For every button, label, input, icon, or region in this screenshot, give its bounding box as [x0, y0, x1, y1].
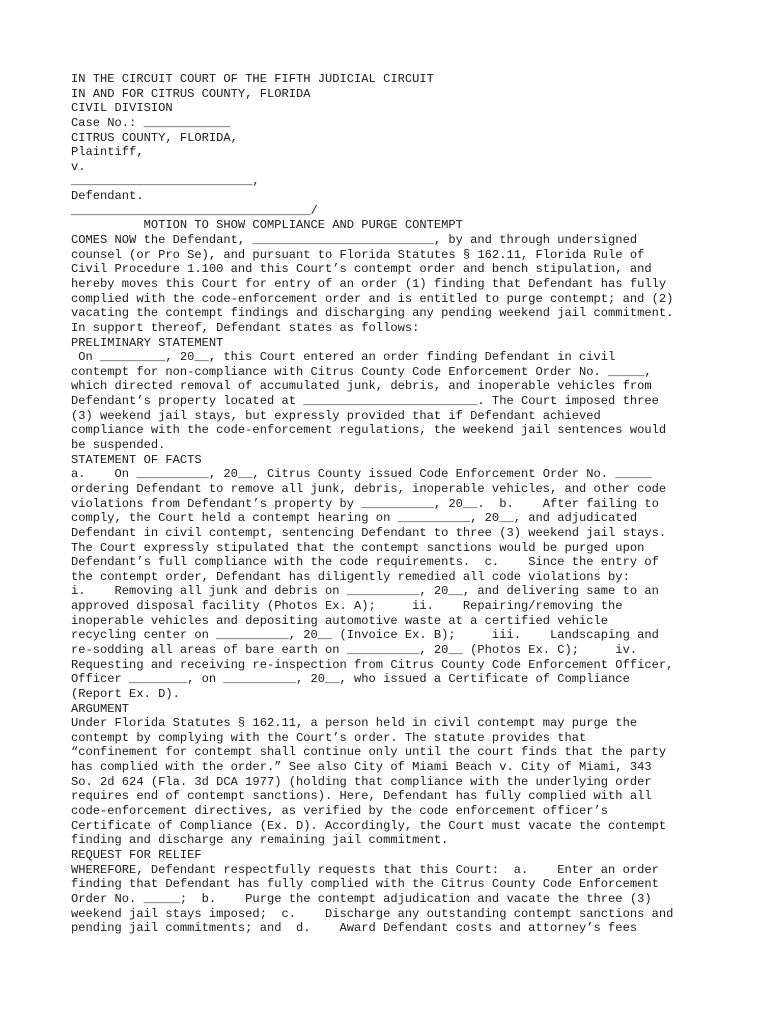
body-line: “confinement for contempt shall continue only until the court finds that the party [71, 745, 667, 760]
plaintiff-label: Plaintiff, [71, 145, 144, 160]
body-line: counsel (or Pro Se), and pursuant to Florida Statutes § 162.11, Florida Rule of [71, 247, 645, 262]
body-line: which directed removal of accumulated junk, debris, and inoperable vehicles from [71, 379, 652, 394]
body-line: be suspended. [71, 438, 166, 453]
body-line: contempt by complying with the Court’s order. The statute provides that [71, 730, 587, 745]
body-line: pending jail commitments; and d. Award Defendant costs and attorney’s fees [71, 921, 638, 936]
body-line: On _________, 20__, this Court entered an order finding Defendant in civil [71, 350, 616, 365]
body-line: In support thereof, Defendant states as follows: [71, 320, 420, 335]
body-line: a. On __________, 20__, Citrus County issued Code Enforcement Order No. _____ [71, 467, 652, 482]
defendant-name-blank: _________________________, [71, 174, 260, 189]
body-line: Order No. _____; b. Purge the contempt adjudication and vacate the three (3) [71, 891, 652, 906]
body-line: WHEREFORE, Defendant respectfully requests that this Court: a. Enter an order [71, 862, 659, 877]
body-line: contempt for non-compliance with Citrus County Code Enforcement Order No. _____, [71, 364, 652, 379]
body-line: re-sodding all areas of bare earth on __________, 20__ (Photos Ex. C); iv. [71, 642, 638, 657]
body-line: hereby moves this Court for entry of an order (1) finding that Defendant has fully [71, 276, 667, 291]
body-line: complied with the code-enforcement order and is entitled to purge contempt; and (2) [71, 291, 674, 306]
body-line: has complied with the order.” See also City of Miami Beach v. City of Miami, 343 [71, 760, 652, 775]
body-line: Defendant in civil contempt, sentencing Defendant to three (3) weekend jail stays. [71, 525, 667, 540]
body-line: compliance with the code-enforcement regulations, the weekend jail sentences would [71, 423, 667, 438]
court-heading-line-1: IN THE CIRCUIT COURT OF THE FIFTH JUDICIAL CIRCUIT [71, 72, 434, 86]
plaintiff-name: CITRUS COUNTY, FLORIDA, [71, 130, 238, 145]
versus-line: v. [71, 159, 86, 174]
body-line: The Court expressly stipulated that the contempt sanctions would be purged upon [71, 540, 645, 555]
body-line: comply, the Court held a contempt hearing on __________, 20__, and adjudicated [71, 511, 638, 526]
body-line: (Report Ex. D). [71, 686, 180, 701]
body-line: approved disposal facility (Photos Ex. A); ii. Repairing/removing the [71, 599, 623, 614]
motion-title: MOTION TO SHOW COMPLIANCE AND PURGE CONTEMPT [71, 218, 463, 233]
court-division: CIVIL DIVISION [71, 101, 173, 116]
body-line: Defendant’s full compliance with the code requirements. c. Since the entry of [71, 555, 659, 570]
body-line: inoperable vehicles and depositing automotive waste at a certified vehicle [71, 613, 609, 628]
defendant-label: Defendant. [71, 189, 144, 204]
body-line: Under Florida Statutes § 162.11, a person held in civil contempt may purge the [71, 716, 638, 731]
body-line: Certificate of Compliance (Ex. D). Accordingly, the Court must vacate the contempt [71, 818, 667, 833]
section-heading-statement-of-facts: STATEMENT OF FACTS [71, 452, 202, 467]
body-line: weekend jail stays imposed; c. Discharge any outstanding contempt sanctions and [71, 906, 674, 921]
court-heading-line-2: IN AND FOR CITRUS COUNTY, FLORIDA [71, 86, 311, 101]
caption-closing-line: _________________________________/ [71, 203, 318, 218]
body-line: COMES NOW the Defendant, _________________________, by and through undersigned [71, 233, 638, 248]
body-line: So. 2d 624 (Fla. 3d DCA 1977) (holding that compliance with the underlying order [71, 774, 652, 789]
body-line: Civil Procedure 1.100 and this Court’s contempt order and bench stipulation, and [71, 262, 652, 277]
body-line: Officer ________, on __________, 20__, who issued a Certificate of Compliance [71, 672, 630, 687]
body-line: finding and discharge any remaining jail commitment. [71, 833, 449, 848]
section-heading-argument: ARGUMENT [71, 701, 130, 716]
body-line: violations from Defendant’s property by __________, 20__. b. After failing to [71, 496, 659, 511]
body-line: finding that Defendant has fully complied with the Citrus County Code Enforcement [71, 877, 659, 892]
section-heading-preliminary-statement: PRELIMINARY STATEMENT [71, 335, 224, 350]
document-body [71, 72, 731, 936]
body-line: ordering Defendant to remove all junk, debris, inoperable vehicles, and other code [71, 481, 667, 496]
body-line: Requesting and receiving re-inspection from Citrus County Code Enforcement Officer, [71, 657, 674, 672]
section-heading-request-for-relief: REQUEST FOR RELIEF [71, 847, 202, 862]
body-line: the contempt order, Defendant has diligently remedied all code violations by: [71, 569, 630, 584]
body-line: vacating the contempt findings and discharging any pending weekend jail commitment. [71, 306, 674, 321]
body-line: i. Removing all junk and debris on __________, 20__, and delivering same to an [71, 584, 659, 599]
body-line: Defendant’s property located at ________________________. The Court imposed three [71, 394, 659, 409]
case-number-line: Case No.: ____________ [71, 115, 231, 130]
body-line: requires end of contempt sanctions). Here, Defendant has fully complied with all [71, 789, 652, 804]
body-line: code-enforcement directives, as verified by the code enforcement officer’s [71, 804, 609, 819]
body-line: (3) weekend jail stays, but expressly provided that if Defendant achieved [71, 408, 601, 423]
body-line: recycling center on __________, 20__ (Invoice Ex. B); iii. Landscaping and [71, 628, 659, 643]
